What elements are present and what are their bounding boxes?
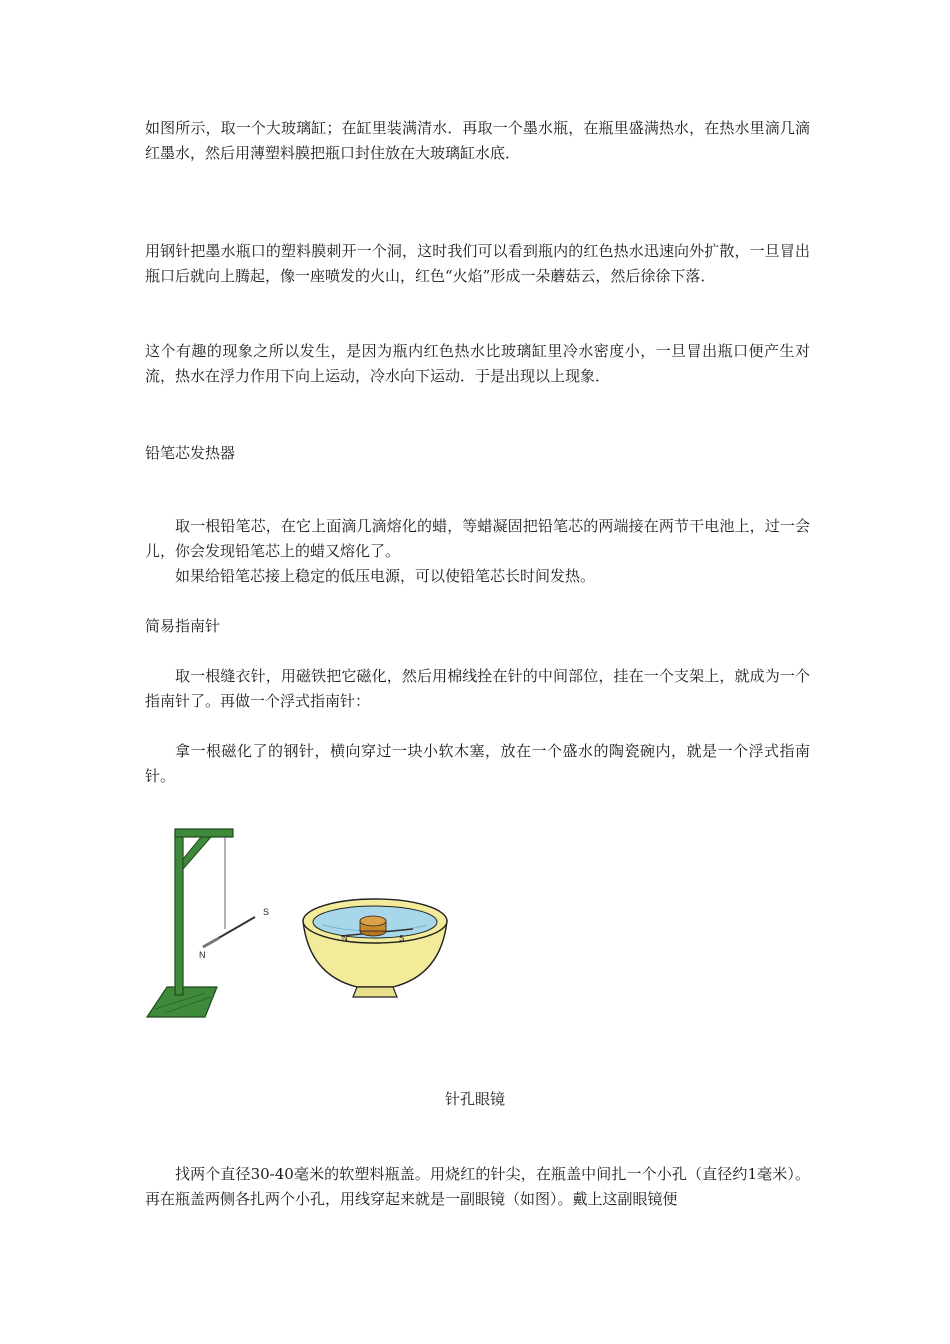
hanging-needle-label-n: N — [199, 950, 206, 960]
paragraph-floating-needle: 拿一根磁化了的钢针，横向穿过一块小软木塞，放在一个盛水的陶瓷碗内，就是一个浮式指南针。 — [145, 742, 810, 785]
paragraph-glass-tank-setup: 如图所示，取一个大玻璃缸；在缸里装满清水．再取一个墨水瓶，在瓶里盛满热水，在热水里滴几滴红墨水，然后用薄塑料膜把瓶口封住放在大玻璃缸水底． — [145, 119, 810, 162]
heading-simple-compass: 简易指南针 — [145, 617, 221, 635]
heading-pencil-heater: 铅笔芯发热器 — [145, 444, 236, 462]
hanging-needle-label-s: S — [263, 907, 270, 917]
paragraph-pencil-power: 如果给铅笔芯接上稳定的低压电源，可以使铅笔芯长时间发热。 — [175, 567, 596, 585]
paragraph-pinhole-glasses: 找两个直径30-40毫米的软塑料瓶盖。用烧红的针尖，在瓶盖中间扎一个小孔（直径约1毫米）。再在瓶盖两侧各扎两个小孔，用线穿起来就是一副眼镜（如图）。戴上这副眼镜便 — [145, 1165, 810, 1208]
hanging-compass-stand — [147, 829, 255, 1017]
compass-illustration — [145, 825, 465, 1025]
floating-compass-bowl — [303, 899, 447, 997]
paragraph-convection-explanation: 这个有趣的现象之所以发生，是因为瓶内红色热水比玻璃缸里冷水密度小，一旦冒出瓶口便产生对流，热水在浮力作用下向上运动，冷水向下运动．于是出现以上现象． — [145, 342, 810, 385]
floating-needle-label-n: N — [342, 934, 348, 943]
paragraph-hanging-needle: 取一根缝衣针，用磁铁把它磁化，然后用棉线拴在针的中间部位，挂在一个支架上，就成为一个指南针了。再做一个浮式指南针： — [145, 667, 810, 710]
heading-pinhole-glasses: 针孔眼镜 — [444, 1090, 505, 1108]
paragraph-pencil-wax: 取一根铅笔芯，在它上面滴几滴熔化的蜡，等蜡凝固把铅笔芯的两端接在两节干电池上，过一会儿，你会发现铅笔芯上的蜡又熔化了。 — [145, 517, 810, 560]
paragraph-pierce-film: 用钢针把墨水瓶口的塑料膜刺开一个洞，这时我们可以看到瓶内的红色热水迅速向外扩散，一旦冒出瓶口后就向上腾起，像一座喷发的火山，红色“火焰”形成一朵蘑菇云，然后徐徐下落． — [145, 242, 810, 285]
floating-needle-label-s: S — [399, 934, 405, 943]
